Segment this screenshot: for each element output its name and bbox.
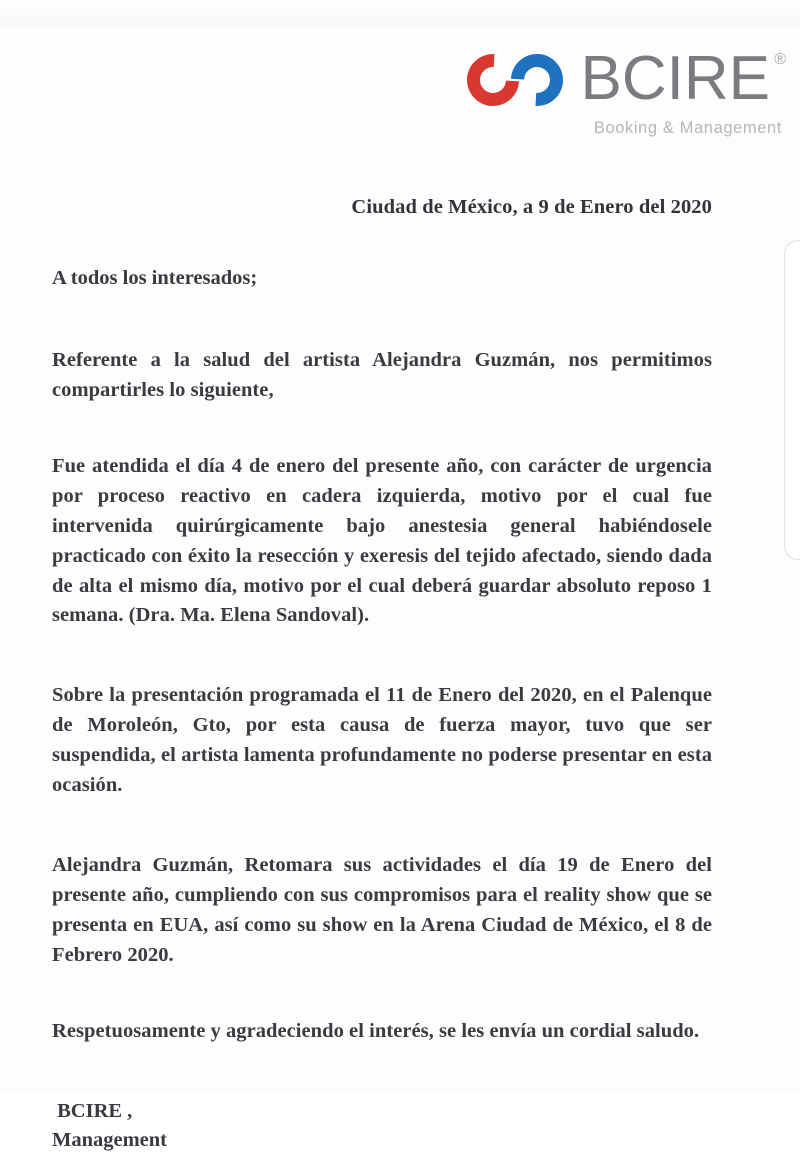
paragraph-4: Alejandra Guzmán, Retomara sus actividades el día 19 de Enero del presente año, cumpliendo con sus compromisos para el reality show que se presenta en EUA, así como su show en la Arena Ciudad de México, el 8 de Febrero 2020. bbox=[52, 854, 712, 966]
registered-trademark-icon: ® bbox=[774, 51, 786, 69]
paragraph-2: Fue atendida el día 4 de enero del presente año, con carácter de urgencia por proceso reactivo en cadera izquierda, motivo por el cual fue intervenida quirúrgicamente bajo anestesia general habiéndosele practicado con éxito la resección y exeresis del tejido afectado, siendo dada de alta el mismo día, motivo por el cual deberá guardar absoluto reposo 1 semana. (Dra. Ma. Elena Sandoval). bbox=[52, 454, 712, 627]
company-logo bbox=[456, 46, 786, 154]
logo-tagline: Booking & Management bbox=[593, 119, 782, 137]
letter-body bbox=[52, 196, 712, 1155]
logo-ring-right-icon bbox=[500, 43, 573, 116]
salutation: A todos los interesados; bbox=[52, 267, 258, 289]
interlocking-rings-logo-icon bbox=[467, 50, 573, 108]
signature-block bbox=[52, 1097, 712, 1155]
signature-company: BCIRE , bbox=[52, 1099, 133, 1122]
dateline: Ciudad de México, a 9 de Enero del 2020 bbox=[351, 196, 712, 218]
logo-wordmark-text: BCIRE bbox=[580, 44, 770, 114]
signature-role: Management bbox=[52, 1128, 168, 1151]
paragraph-closing: Respetuosamente y agradeciendo el interés, se les envía un cordial saludo. bbox=[52, 1019, 700, 1042]
logo-wordmark bbox=[580, 44, 786, 114]
logo-row bbox=[456, 46, 786, 112]
paragraph-3: Sobre la presentación programada el 11 de Enero del 2020, en el Palenque de Moroleón, Gto, por esta causa de fuerza mayor, tuvo que ser suspendida, el artista lamenta profundamente no poderse presentar en esta ocasión. bbox=[52, 684, 712, 797]
paragraph-1: Referente a la salud del artista Alejandra Guzmán, nos permitimos compartirles lo siguiente, bbox=[52, 349, 712, 401]
